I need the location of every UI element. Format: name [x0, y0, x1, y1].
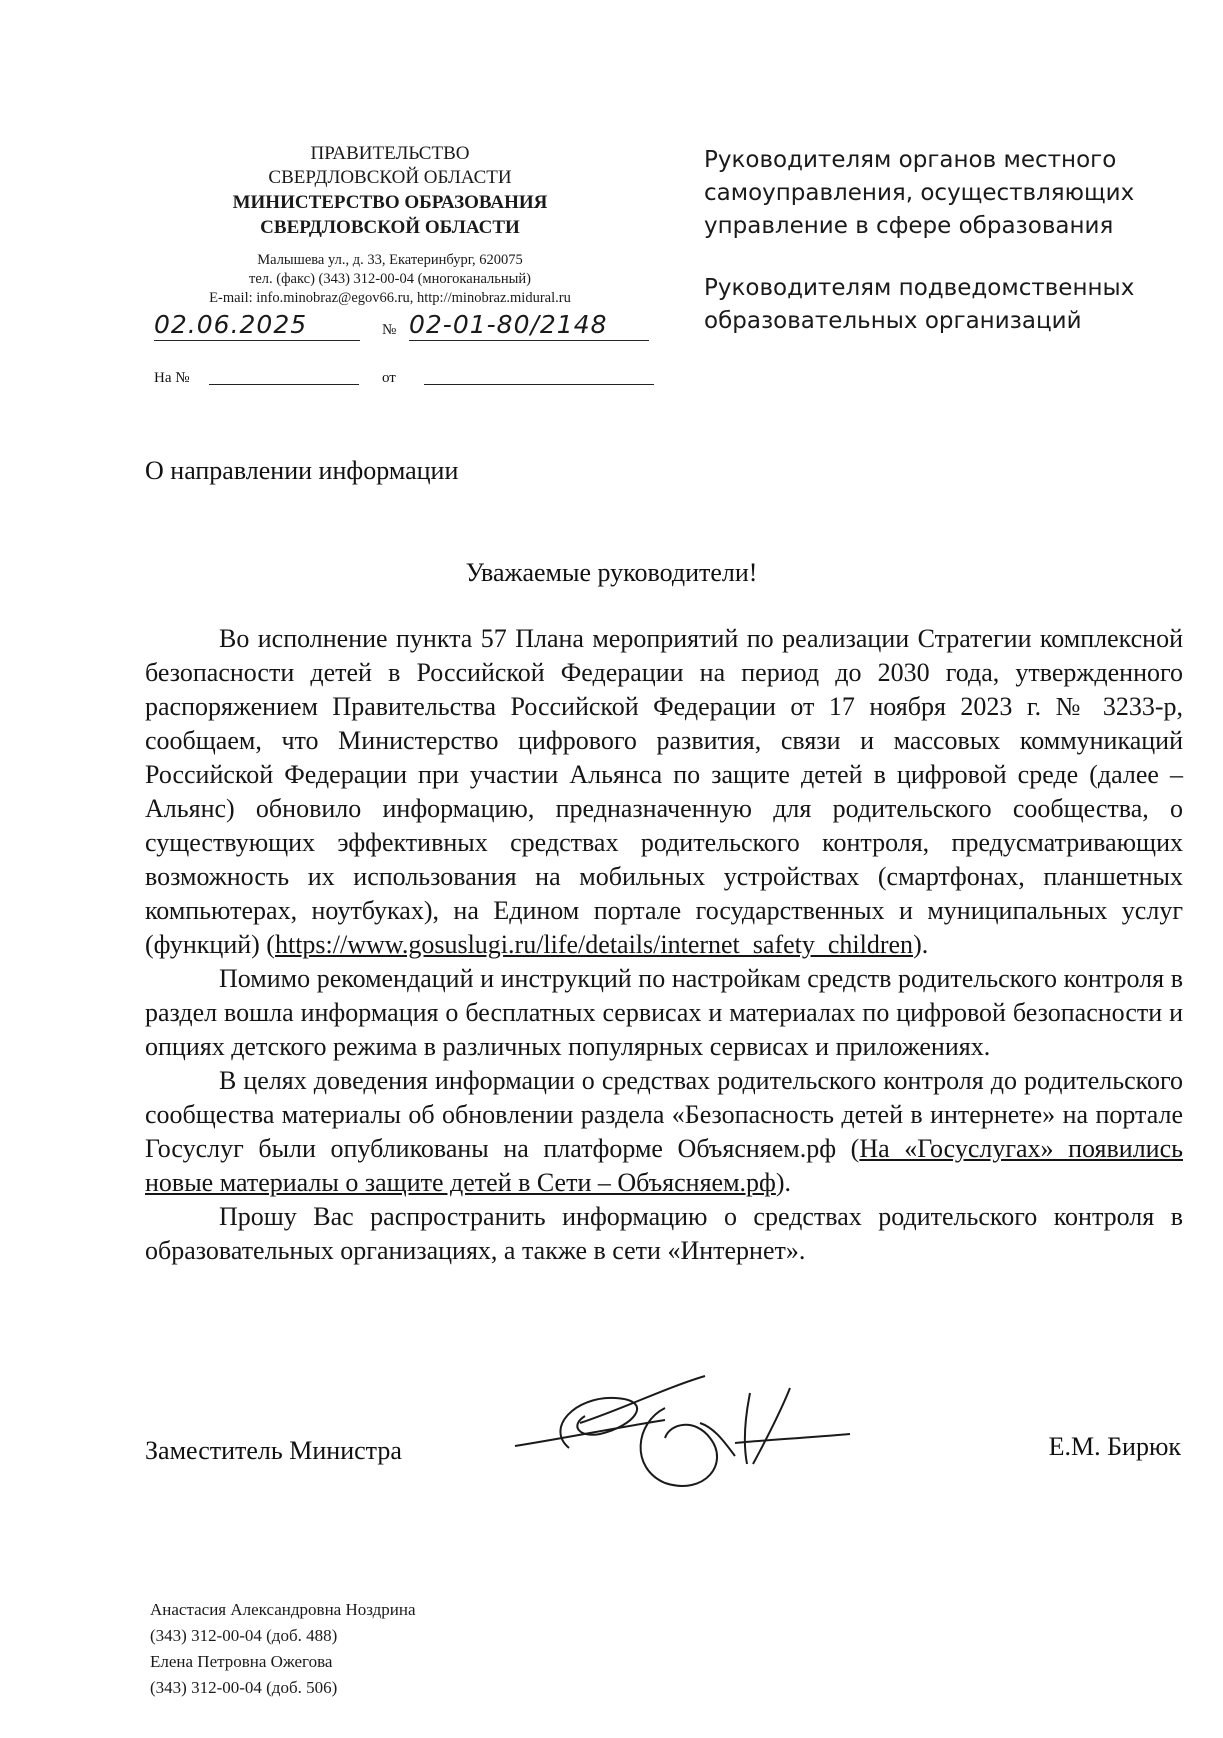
letterhead	[140, 142, 640, 308]
handwritten-signature	[505, 1368, 885, 1498]
body-paragraph-3-text: В целях доведения информации о средствах родительского контроля до родительского сообщества материалы об обновлении раздела «Безопасность детей в интернете» на портале Госуслуг были опубликованы на платформе Объясняем.рф (	[145, 1066, 1183, 1163]
body-paragraph-1-end: ).	[913, 930, 929, 959]
contact-name-1: Анастасия Александровна Ноздрина	[150, 1600, 416, 1619]
ministry-address: Малышева ул., д. 33, Екатеринбург, 620075	[257, 252, 523, 268]
body-paragraph-2: Помимо рекомендаций и инструкций по настройкам средств родительского контроля в раздел вошла информация о бесплатных сервисах и материалах по цифровой безопасности и опциях детского режима в различных популярных сервисах и приложениях.	[145, 964, 1183, 1061]
ministry-title-line2: СВЕРДЛОВСКОЙ ОБЛАСТИ	[260, 217, 520, 238]
salutation: Уважаемые руководители!	[465, 558, 758, 587]
ministry-phone: тел. (факс) (343) 312-00-04 (многоканальный)	[249, 271, 531, 287]
reply-from-line	[424, 384, 654, 385]
body-paragraph-3-end: ).	[775, 1168, 792, 1197]
reply-from-label: от	[382, 370, 396, 386]
ministry-title-line1: МИНИСТЕРСТВО ОБРАЗОВАНИЯ	[232, 192, 548, 213]
letter-body	[145, 622, 1183, 1268]
contact-phone-2: (343) 312-00-04 (доб. 506)	[150, 1678, 338, 1697]
contact-phone-1: (343) 312-00-04 (доб. 488)	[150, 1626, 338, 1645]
ministry-email: E-mail: info.minobraz@egov66.ru, http://minobraz.midural.ru	[209, 290, 571, 306]
registration-number: 02-01-80/2148	[409, 310, 649, 341]
obyasnyaem-link[interactable]: На «Госуслугах» появились новые материалы о защите детей в Сети – Объясняем.рф	[145, 1134, 1183, 1197]
signatory-title: Заместитель Министра	[145, 1436, 402, 1465]
government-title-line1: ПРАВИТЕЛЬСТВО	[310, 143, 470, 164]
body-paragraph-4: Прошу Вас распространить информацию о средствах родительского контроля в образовательных организациях, а также в сети «Интернет».	[145, 1202, 1183, 1265]
addressee-block	[704, 144, 1164, 367]
government-title-line2: СВЕРДЛОВСКОЙ ОБЛАСТИ	[268, 167, 512, 188]
gosuslugi-link[interactable]: https://www.gosuslugi.ru/life/details/internet_safety_children	[274, 930, 914, 959]
signatory-name: Е.М. Бирюк	[1048, 1432, 1181, 1461]
body-paragraph-1	[145, 622, 1183, 962]
registration-number-label: №	[382, 322, 397, 338]
registration-date: 02.06.2025	[154, 310, 360, 341]
contact-name-2: Елена Петровна Ожегова	[150, 1652, 333, 1671]
reply-to-label: На №	[154, 370, 190, 386]
reply-to-line	[209, 384, 359, 385]
body-paragraph-3	[145, 1064, 1183, 1200]
body-paragraph-1-text: Во исполнение пункта 57 Плана мероприятий по реализации Стратегии комплексной безопасности детей в Российской Федерации на период до 2030 года, утвержденного распоряжением Правительства Российской Федерации от 17 ноября 2023 г. № 3233-р, сообщаем, что Министерство цифрового развития, связи и массовых коммуникаций Российской Федерации при участии Альянса по защите детей в цифровой среде (далее – Альянс) обновило информацию, предназначенную для родительского сообщества, о существующих эффективных средствах родительского контроля, предусматривающих возможность их использования на мобильных устройствах (смартфонах, планшетных компьютерах, ноутбуках), на Едином портале государственных и муниципальных услуг (функций) (	[145, 624, 1183, 959]
letter-subject: О направлении информации	[145, 456, 459, 485]
addressee-2: Руководителям подведомственных образовательных организаций	[704, 275, 1135, 334]
addressee-1: Руководителям органов местного самоуправления, осуществляющих управление в сфере образования	[704, 147, 1135, 239]
executor-contacts	[150, 1597, 416, 1701]
